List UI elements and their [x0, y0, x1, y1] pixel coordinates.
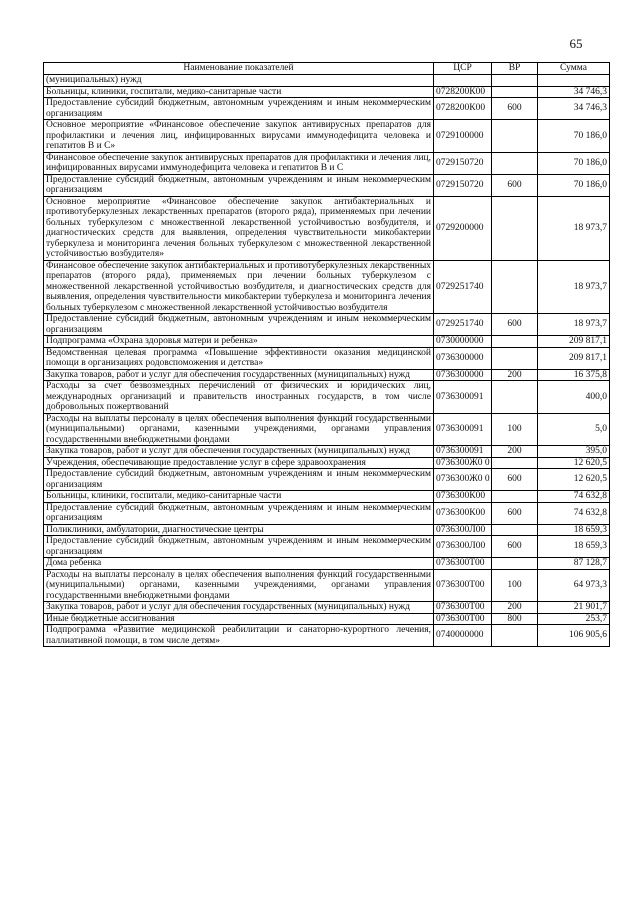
row-csr-cell: 0728200К00 — [434, 98, 492, 120]
row-vr-cell — [492, 457, 538, 469]
row-sum-cell: 209 817,1 — [538, 347, 610, 369]
table-row — [44, 86, 610, 98]
row-vr-cell — [492, 347, 538, 369]
header-sum: Сумма — [538, 63, 610, 75]
row-name-cell: Предоставление субсидий бюджетным, автономным учреждениям и иным некоммерческим организациям — [44, 314, 434, 336]
row-vr-cell — [492, 196, 538, 260]
row-name-cell: Финансовое обеспечение закупок антивирусных препаратов для профилактики и лечения лиц, инфицированных вирусами иммунодефицита человека и гепатитов В и С — [44, 152, 434, 174]
row-name-cell: Больницы, клиники, госпитали, медико-санитарные части — [44, 86, 434, 98]
table-row — [44, 314, 610, 336]
row-csr-cell: 0736300Ж0 0 — [434, 469, 492, 491]
header-vr: ВР — [492, 63, 538, 75]
row-sum-cell — [538, 75, 610, 87]
row-name-cell: Предоставление субсидий бюджетным, автономным учреждениям и иным некоммерческим организациям — [44, 536, 434, 558]
row-sum-cell: 395,0 — [538, 446, 610, 458]
row-csr-cell: 0736300Т00 — [434, 558, 492, 570]
row-csr-cell: 0736300Т00 — [434, 602, 492, 614]
row-vr-cell: 600 — [492, 502, 538, 524]
row-csr-cell: 0728200К00 — [434, 86, 492, 98]
row-sum-cell: 34 746,3 — [538, 86, 610, 98]
row-vr-cell — [492, 336, 538, 348]
row-sum-cell: 18 973,7 — [538, 260, 610, 314]
row-name-cell: Предоставление субсидий бюджетным, автономным учреждениям и иным некоммерческим организациям — [44, 469, 434, 491]
row-vr-cell — [492, 491, 538, 503]
row-name-cell: Закупка товаров, работ и услуг для обеспечения государственных (муниципальных) нужд — [44, 602, 434, 614]
row-sum-cell: 87 128,7 — [538, 558, 610, 570]
row-csr-cell: 0736300К00 — [434, 502, 492, 524]
table-body — [44, 75, 610, 647]
table-row — [44, 536, 610, 558]
row-sum-cell: 34 746,3 — [538, 98, 610, 120]
row-name-cell: Расходы за счет безвозмездных перечислений от физических и юридических лиц, международных организаций и правительств иностранных государств, в том числе добровольных пожертвований — [44, 381, 434, 414]
row-csr-cell — [434, 75, 492, 87]
table-row — [44, 336, 610, 348]
row-sum-cell: 12 620,5 — [538, 457, 610, 469]
row-name-cell: (муниципальных) нужд — [44, 75, 434, 87]
row-name-cell: Финансовое обеспечение закупок антибактериальных и противотуберкулезных лекарственных препаратов (второго ряда), применяемых при лечении больных туберкулезом с множественной лекарственной устойчивостью возбудителя, и диагностических средств для выявления, определения чувствительности микобактерии туберкулеза и мониторинга лечения больных туберкулезом с множественной лекарственной устойчивостью возбудителя — [44, 260, 434, 314]
row-csr-cell: 0736300091 — [434, 446, 492, 458]
row-csr-cell: 0729251740 — [434, 260, 492, 314]
row-vr-cell — [492, 381, 538, 414]
row-csr-cell: 0736300Ж0 0 — [434, 457, 492, 469]
row-sum-cell: 12 620,5 — [538, 469, 610, 491]
row-sum-cell: 74 632,8 — [538, 502, 610, 524]
row-sum-cell: 18 973,7 — [538, 196, 610, 260]
row-vr-cell — [492, 86, 538, 98]
row-vr-cell: 600 — [492, 469, 538, 491]
table-header-row — [44, 63, 610, 75]
table-row — [44, 152, 610, 174]
table-row — [44, 413, 610, 446]
row-vr-cell: 200 — [492, 369, 538, 381]
row-csr-cell: 0736300К00 — [434, 491, 492, 503]
table-row — [44, 98, 610, 120]
table-row — [44, 569, 610, 602]
row-sum-cell: 18 973,7 — [538, 314, 610, 336]
row-sum-cell: 64 973,3 — [538, 569, 610, 602]
row-sum-cell: 70 186,0 — [538, 152, 610, 174]
table-row — [44, 196, 610, 260]
row-sum-cell: 16 375,8 — [538, 369, 610, 381]
row-csr-cell: 0736300000 — [434, 369, 492, 381]
page-number: 65 — [569, 36, 583, 51]
row-name-cell: Закупка товаров, работ и услуг для обеспечения государственных (муниципальных) нужд — [44, 446, 434, 458]
row-csr-cell: 0729150720 — [434, 152, 492, 174]
header-name: Наименование показателей — [44, 63, 434, 75]
table-row — [44, 381, 610, 414]
row-vr-cell: 600 — [492, 98, 538, 120]
row-sum-cell: 106 905,6 — [538, 625, 610, 647]
row-sum-cell: 18 659,3 — [538, 536, 610, 558]
table-row — [44, 558, 610, 570]
table-row — [44, 502, 610, 524]
header-csr: ЦСР — [434, 63, 492, 75]
row-name-cell: Учреждения, обеспечивающие предоставление услуг в сфере здравоохранения — [44, 457, 434, 469]
row-name-cell: Расходы на выплаты персоналу в целях обеспечения выполнения функций государственными (муниципальными) органами, казенными учреждениями, органами управления государственными внебюджетными фондами — [44, 413, 434, 446]
row-name-cell: Подпрограмма «Охрана здоровья матери и ребенка» — [44, 336, 434, 348]
row-csr-cell: 0736300Т00 — [434, 569, 492, 602]
row-sum-cell: 70 186,0 — [538, 174, 610, 196]
row-vr-cell — [492, 558, 538, 570]
table-row — [44, 457, 610, 469]
row-vr-cell: 600 — [492, 174, 538, 196]
row-sum-cell: 400,0 — [538, 381, 610, 414]
table-row — [44, 625, 610, 647]
row-name-cell: Закупка товаров, работ и услуг для обеспечения государственных (муниципальных) нужд — [44, 369, 434, 381]
row-vr-cell — [492, 524, 538, 536]
row-vr-cell: 600 — [492, 314, 538, 336]
row-name-cell: Расходы на выплаты персоналу в целях обеспечения выполнения функций государственными (муниципальными) органами, казенными учреждениями, органами управления государственными внебюджетными фондами — [44, 569, 434, 602]
table-row — [44, 491, 610, 503]
row-sum-cell: 70 186,0 — [538, 120, 610, 153]
row-vr-cell: 100 — [492, 413, 538, 446]
row-vr-cell: 600 — [492, 536, 538, 558]
table-row — [44, 260, 610, 314]
table-row — [44, 602, 610, 614]
row-csr-cell: 0729251740 — [434, 314, 492, 336]
row-csr-cell: 0736300Т00 — [434, 613, 492, 625]
budget-table — [43, 62, 610, 647]
row-vr-cell — [492, 260, 538, 314]
row-name-cell: Подпрограмма «Развитие медицинской реабилитации и санаторно-курортного лечения, паллиативной помощи, в том числе детям» — [44, 625, 434, 647]
row-csr-cell: 0736300091 — [434, 381, 492, 414]
row-vr-cell — [492, 120, 538, 153]
row-csr-cell: 0736300091 — [434, 413, 492, 446]
row-sum-cell: 253,7 — [538, 613, 610, 625]
row-vr-cell — [492, 75, 538, 87]
row-csr-cell: 0736300000 — [434, 347, 492, 369]
row-vr-cell: 100 — [492, 569, 538, 602]
row-name-cell: Предоставление субсидий бюджетным, автономным учреждениям и иным некоммерческим организациям — [44, 174, 434, 196]
row-name-cell: Ведомственная целевая программа «Повышение эффективности оказания медицинской помощи в организациях родовспоможения и детства» — [44, 347, 434, 369]
row-sum-cell: 18 659,3 — [538, 524, 610, 536]
row-name-cell: Предоставление субсидий бюджетным, автономным учреждениям и иным некоммерческим организациям — [44, 98, 434, 120]
table-row — [44, 75, 610, 87]
row-name-cell: Больницы, клиники, госпитали, медико-санитарные части — [44, 491, 434, 503]
row-name-cell: Иные бюджетные ассигнования — [44, 613, 434, 625]
row-vr-cell: 800 — [492, 613, 538, 625]
row-csr-cell: 0730000000 — [434, 336, 492, 348]
row-vr-cell — [492, 625, 538, 647]
table-row — [44, 347, 610, 369]
row-sum-cell: 21 901,7 — [538, 602, 610, 614]
row-sum-cell: 74 632,8 — [538, 491, 610, 503]
row-sum-cell: 209 817,1 — [538, 336, 610, 348]
table-row — [44, 469, 610, 491]
table-row — [44, 446, 610, 458]
row-name-cell: Основное мероприятие «Финансовое обеспечение закупок антибактериальных и противотуберкулезных лекарственных препаратов (второго ряда), применяемых при лечении больных туберкулезом с множественной лекарственной устойчивостью возбудителя, и диагностических средств для выявления, определения чувствительности микобактерии туберкулеза и мониторинга лечения больных туберкулезом с множественной лекарственной устойчивостью возбудителя» — [44, 196, 434, 260]
row-csr-cell: 0736300Л00 — [434, 536, 492, 558]
row-vr-cell — [492, 152, 538, 174]
row-name-cell: Дома ребенка — [44, 558, 434, 570]
row-csr-cell: 0729100000 — [434, 120, 492, 153]
row-name-cell: Предоставление субсидий бюджетным, автономным учреждениям и иным некоммерческим организациям — [44, 502, 434, 524]
row-csr-cell: 0729150720 — [434, 174, 492, 196]
row-csr-cell: 0740000000 — [434, 625, 492, 647]
row-vr-cell: 200 — [492, 602, 538, 614]
row-csr-cell: 0736300Л00 — [434, 524, 492, 536]
row-vr-cell: 200 — [492, 446, 538, 458]
row-name-cell: Основное мероприятие «Финансовое обеспечение закупок антивирусных препаратов для профилактики и лечения лиц, инфицированных вирусами иммунодефицита человека и гепатитов В и С» — [44, 120, 434, 153]
table-row — [44, 174, 610, 196]
table-row — [44, 120, 610, 153]
table-row — [44, 613, 610, 625]
table-row — [44, 524, 610, 536]
row-name-cell: Поликлиники, амбулатории, диагностические центры — [44, 524, 434, 536]
row-sum-cell: 5,0 — [538, 413, 610, 446]
table-row — [44, 369, 610, 381]
row-csr-cell: 0729200000 — [434, 196, 492, 260]
